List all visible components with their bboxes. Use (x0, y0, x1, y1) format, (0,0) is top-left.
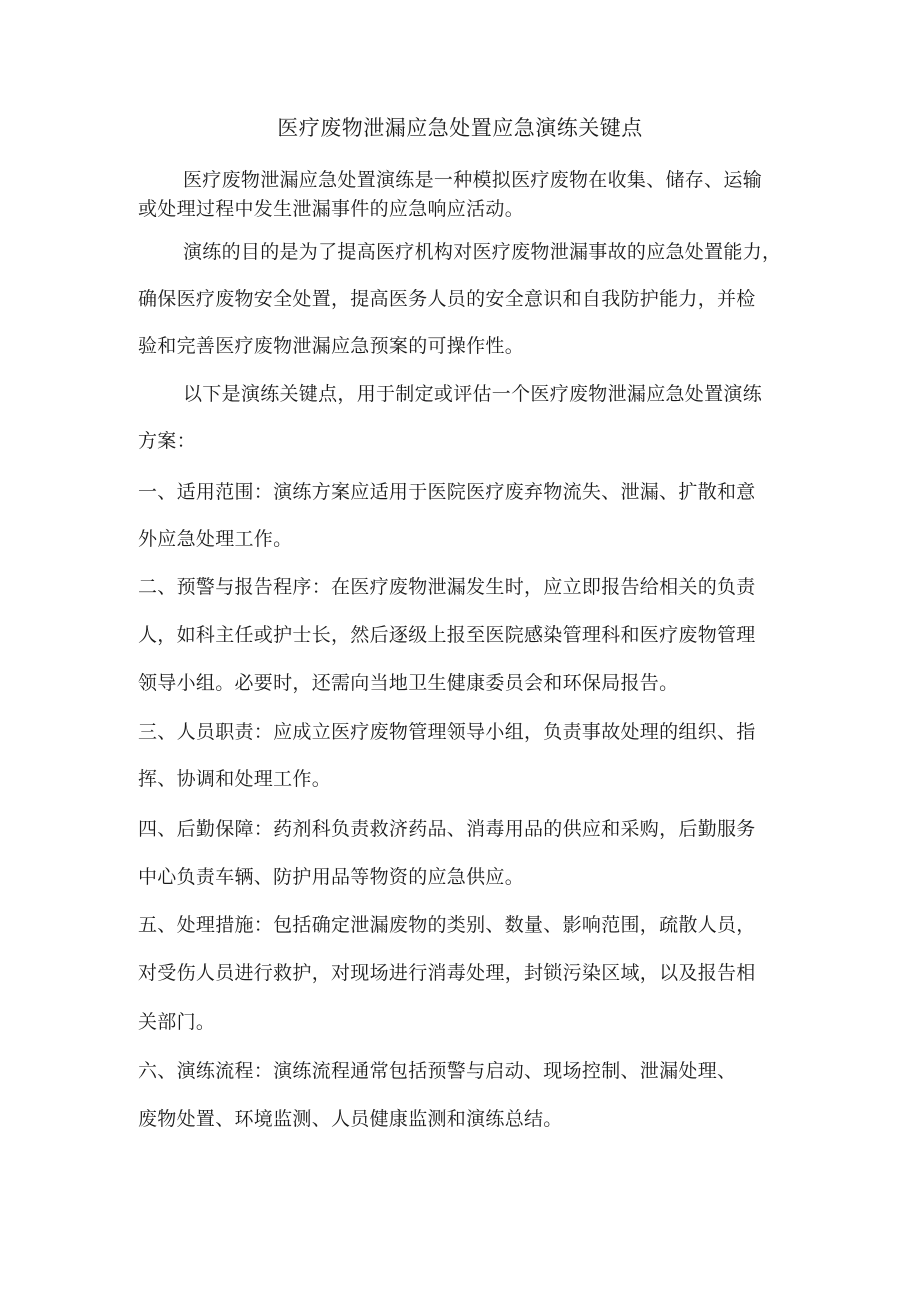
purpose-line-2: 确保医疗废物安全处置，提高医务人员的安全意识和自我防护能力，并检 (138, 288, 756, 310)
point-1-line-2: 外应急处理工作。 (138, 528, 293, 550)
purpose-line-1: 演练的目的是为了提高医疗机构对医疗废物泄漏事故的应急处置能力， (183, 241, 782, 263)
lead-line-1: 以下是演练关键点，用于制定或评估一个医疗废物泄漏应急处置演练 (183, 383, 763, 405)
intro-line-1: 医疗废物泄漏应急处置演练是一种模拟医疗废物在收集、储存、运输 (183, 169, 763, 191)
point-3-line-2: 挥、协调和处理工作。 (138, 768, 332, 790)
point-6-line-2: 废物处置、环境监测、人员健康监测和演练总结。 (138, 1108, 563, 1130)
document-title: 医疗废物泄漏应急处置应急演练关键点 (277, 116, 643, 140)
point-6-line-1: 六、演练流程：演练流程通常包括预警与启动、现场控制、泄漏处理、 (138, 1060, 737, 1082)
point-5-line-1: 五、处理措施：包括确定泄漏废物的类别、数量、影响范围，疏散人员， (138, 914, 756, 936)
point-2-line-3: 领导小组。必要时，还需向当地卫生健康委员会和环保局报告。 (138, 672, 679, 694)
lead-line-2: 方案： (138, 430, 196, 452)
point-3-line-1: 三、人员职责：应成立医疗废物管理领导小组，负责事故处理的组织、指 (138, 721, 756, 743)
point-5-line-2: 对受伤人员进行救护，对现场进行消毒处理，封锁污染区域，以及报告相 (138, 962, 756, 984)
intro-line-2: 或处理过程中发生泄漏事件的应急响应活动。 (138, 198, 525, 220)
point-2-line-2: 人，如科主任或护士长，然后逐级上报至医院感染管理科和医疗废物管理 (138, 624, 756, 646)
point-1-line-1: 一、适用范围：演练方案应适用于医院医疗废弃物流失、泄漏、扩散和意 (138, 481, 756, 503)
point-4-line-2: 中心负责车辆、防护用品等物资的应急供应。 (138, 866, 525, 888)
point-5-line-3: 关部门。 (138, 1011, 216, 1033)
purpose-line-3: 验和完善医疗废物泄漏应急预案的可操作性。 (138, 335, 525, 357)
point-2-line-1: 二、预警与报告程序：在医疗废物泄漏发生时，应立即报告给相关的负责 (138, 576, 756, 598)
point-4-line-1: 四、后勤保障：药剂科负责救济药品、消毒用品的供应和采购，后勤服务 (138, 818, 756, 840)
